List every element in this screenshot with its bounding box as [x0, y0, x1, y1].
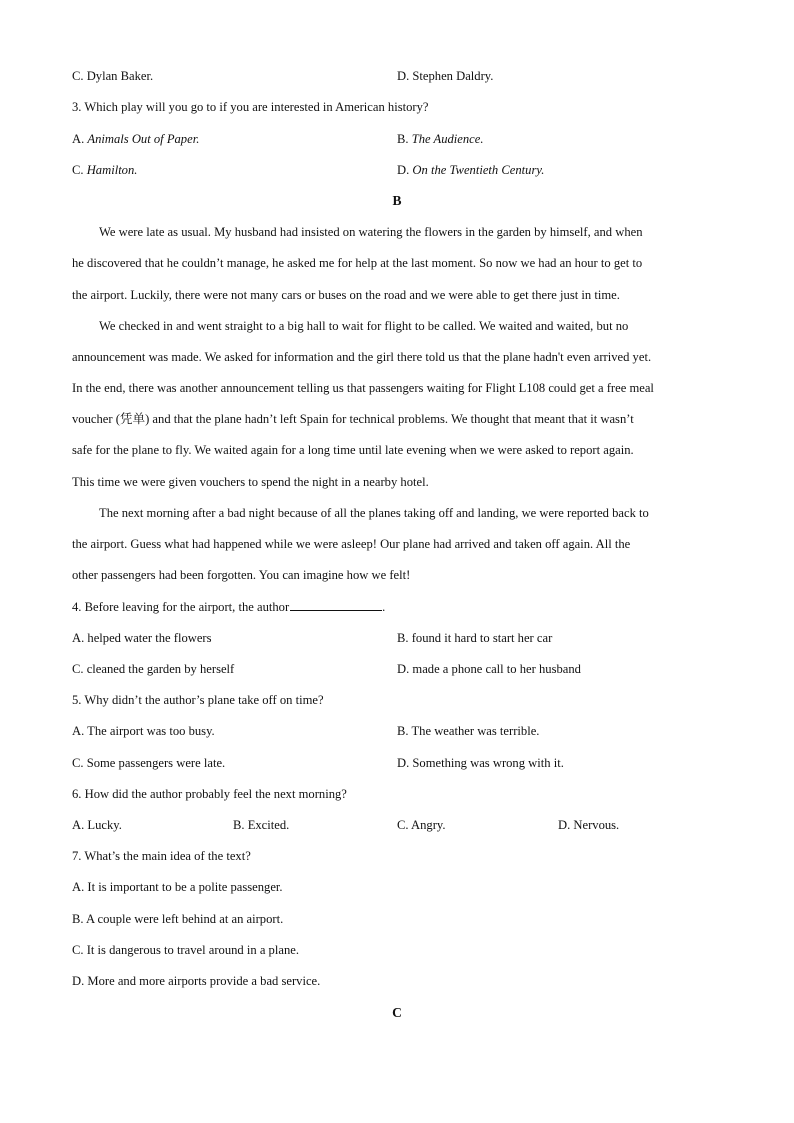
q4-option-d: D. made a phone call to her husband: [397, 662, 581, 676]
q3-option-d-prefix: D.: [397, 163, 413, 177]
q3-option-a-title: Animals Out of Paper.: [87, 132, 200, 146]
q3-option-c-title: Hamilton.: [86, 163, 138, 177]
q5-option-b: B. The weather was terrible.: [397, 724, 540, 738]
passage-line: voucher (凭单) and that the plane hadn’t left Spain for technical problems. We thought that meant that it wasn’t: [72, 412, 634, 426]
section-b-heading: B: [392, 193, 402, 208]
q4-stem-text: 4. Before leaving for the airport, the author: [72, 600, 290, 614]
q4-option-a: A. helped water the flowers: [72, 631, 212, 645]
q3-option-b-prefix: B.: [397, 132, 412, 146]
passage-line: other passengers had been forgotten. You can imagine how we felt!: [72, 568, 411, 582]
q5-option-c: C. Some passengers were late.: [72, 756, 226, 770]
q6-option-b: B. Excited.: [233, 818, 290, 832]
q5-stem: 5. Why didn’t the author’s plane take off on time?: [72, 693, 324, 707]
q7-option-b: B. A couple were left behind at an airport.: [72, 912, 284, 926]
passage-line: This time we were given vouchers to spend the night in a nearby hotel.: [72, 475, 429, 489]
q2-option-c: C. Dylan Baker.: [72, 69, 154, 83]
q6-stem: 6. How did the author probably feel the next morning?: [72, 787, 347, 801]
q3-option-c: [72, 162, 137, 178]
q4-stem: [72, 599, 385, 615]
passage-line: The next morning after a bad night because of all the planes taking off and landing, we were reported back to: [99, 506, 649, 520]
passage-line: announcement was made. We asked for information and the girl there told us that the plane hadn't even arrived yet.: [72, 350, 652, 364]
passage-line: safe for the plane to fly. We waited again for a long time until late evening when we were asked to report again.: [72, 443, 634, 457]
passage-line: In the end, there was another announcement telling us that passengers waiting for Flight L108 could get a free meal: [72, 381, 654, 395]
q3-stem: 3. Which play will you go to if you are interested in American history?: [72, 100, 429, 114]
q5-option-a: A. The airport was too busy.: [72, 724, 215, 738]
q3-option-d: [397, 162, 544, 178]
passage-line: the airport. Luckily, there were not many cars or buses on the road and we were able to get there just in time.: [72, 288, 620, 302]
q6-option-d: D. Nervous.: [558, 818, 620, 832]
q4-option-c: C. cleaned the garden by herself: [72, 662, 235, 676]
answer-blank: [290, 599, 382, 611]
q3-option-d-title: On the Twentieth Century.: [412, 163, 545, 177]
q6-option-c: C. Angry.: [397, 818, 446, 832]
q6-option-a: A. Lucky.: [72, 818, 122, 832]
section-c-heading: C: [392, 1005, 402, 1020]
passage-line: We checked in and went straight to a big hall to wait for flight to be called. We waited and waited, but no: [99, 319, 629, 333]
q4-stem-end: .: [382, 600, 386, 614]
q3-option-a: [72, 131, 199, 147]
passage-line: he discovered that he couldn’t manage, he asked me for help at the last moment. So now we had an hour to get to: [72, 256, 643, 270]
q3-option-c-prefix: C.: [72, 163, 87, 177]
q2-option-d: D. Stephen Daldry.: [397, 69, 494, 83]
q4-option-b: B. found it hard to start her car: [397, 631, 553, 645]
q3-option-a-prefix: A.: [72, 132, 88, 146]
q3-option-b-title: The Audience.: [411, 132, 484, 146]
q7-option-d: D. More and more airports provide a bad service.: [72, 974, 321, 988]
passage-line: We were late as usual. My husband had insisted on watering the flowers in the garden by himself, and when: [99, 225, 643, 239]
q7-option-c: C. It is dangerous to travel around in a plane.: [72, 943, 299, 957]
q7-option-a: A. It is important to be a polite passenger.: [72, 880, 283, 894]
passage-line: the airport. Guess what had happened while we were asleep! Our plane had arrived and taken off again. All the: [72, 537, 631, 551]
q5-option-d: D. Something was wrong with it.: [397, 756, 564, 770]
q3-option-b: [397, 131, 484, 147]
q7-stem: 7. What’s the main idea of the text?: [72, 849, 251, 863]
